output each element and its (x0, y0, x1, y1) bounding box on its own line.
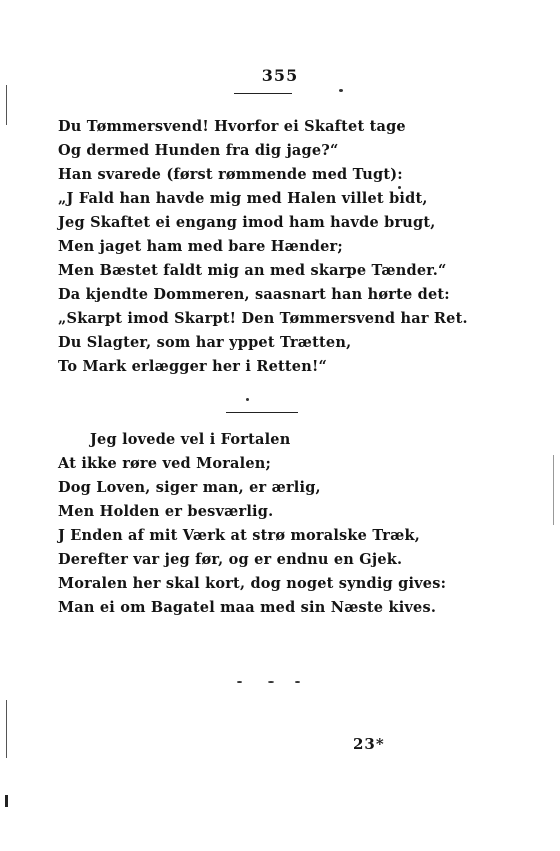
scan-margin-line (6, 85, 7, 125)
print-speck (246, 398, 249, 401)
verse-line: Men Bæstet faldt mig an med skarpe Tænder.“ (58, 262, 447, 279)
verse-line: Moralen her skal kort, dog noget syndig gives: (58, 575, 447, 592)
section-divider (226, 412, 298, 413)
verse-line: To Mark erlægger her i Retten!“ (58, 358, 328, 375)
scan-margin-line (5, 795, 8, 807)
verse-line: Dog Loven, siger man, er ærlig, (58, 479, 321, 496)
verse-line: Derefter var jeg før, og er endnu en Gjek. (58, 551, 403, 568)
print-speck (237, 681, 242, 683)
scan-margin-line (553, 455, 554, 525)
verse-line: Han svarede (først rømmende med Tugt): (58, 166, 403, 183)
verse-line: Men jaget ham med bare Hænder; (58, 238, 343, 255)
verse-line: At ikke røre ved Moralen; (58, 455, 272, 472)
page-number-rule (234, 93, 292, 94)
print-speck (398, 186, 401, 189)
verse-line: Man ei om Bagatel maa med sin Næste kives. (58, 599, 437, 616)
verse-line: Jeg Skaftet ei engang imod ham havde brugt, (58, 214, 436, 231)
print-speck (339, 89, 343, 92)
verse-line: Men Holden er besværlig. (58, 503, 274, 520)
verse-line: Da kjendte Dommeren, saasnart han hørte det: (58, 286, 450, 303)
verse-line: Du Slagter, som har yppet Trætten, (58, 334, 352, 351)
verse-line: „Skarpt imod Skarpt! Den Tømmersvend har Ret. (58, 310, 468, 327)
print-speck (268, 681, 274, 683)
page-number: 355 (261, 66, 299, 85)
verse-line: „J Fald han havde mig med Halen villet bidt, (58, 190, 428, 207)
verse-line: Du Tømmersvend! Hvorfor ei Skaftet tage (58, 118, 406, 135)
scan-margin-line (6, 700, 7, 758)
verse-line: Jeg lovede vel i Fortalen (90, 431, 291, 448)
verse-line: Og dermed Hunden fra dig jage?“ (58, 142, 339, 159)
print-speck (295, 681, 300, 683)
signature-mark: 23* (353, 735, 385, 753)
verse-line: J Enden af mit Værk at strø moralske Træk, (58, 527, 420, 544)
